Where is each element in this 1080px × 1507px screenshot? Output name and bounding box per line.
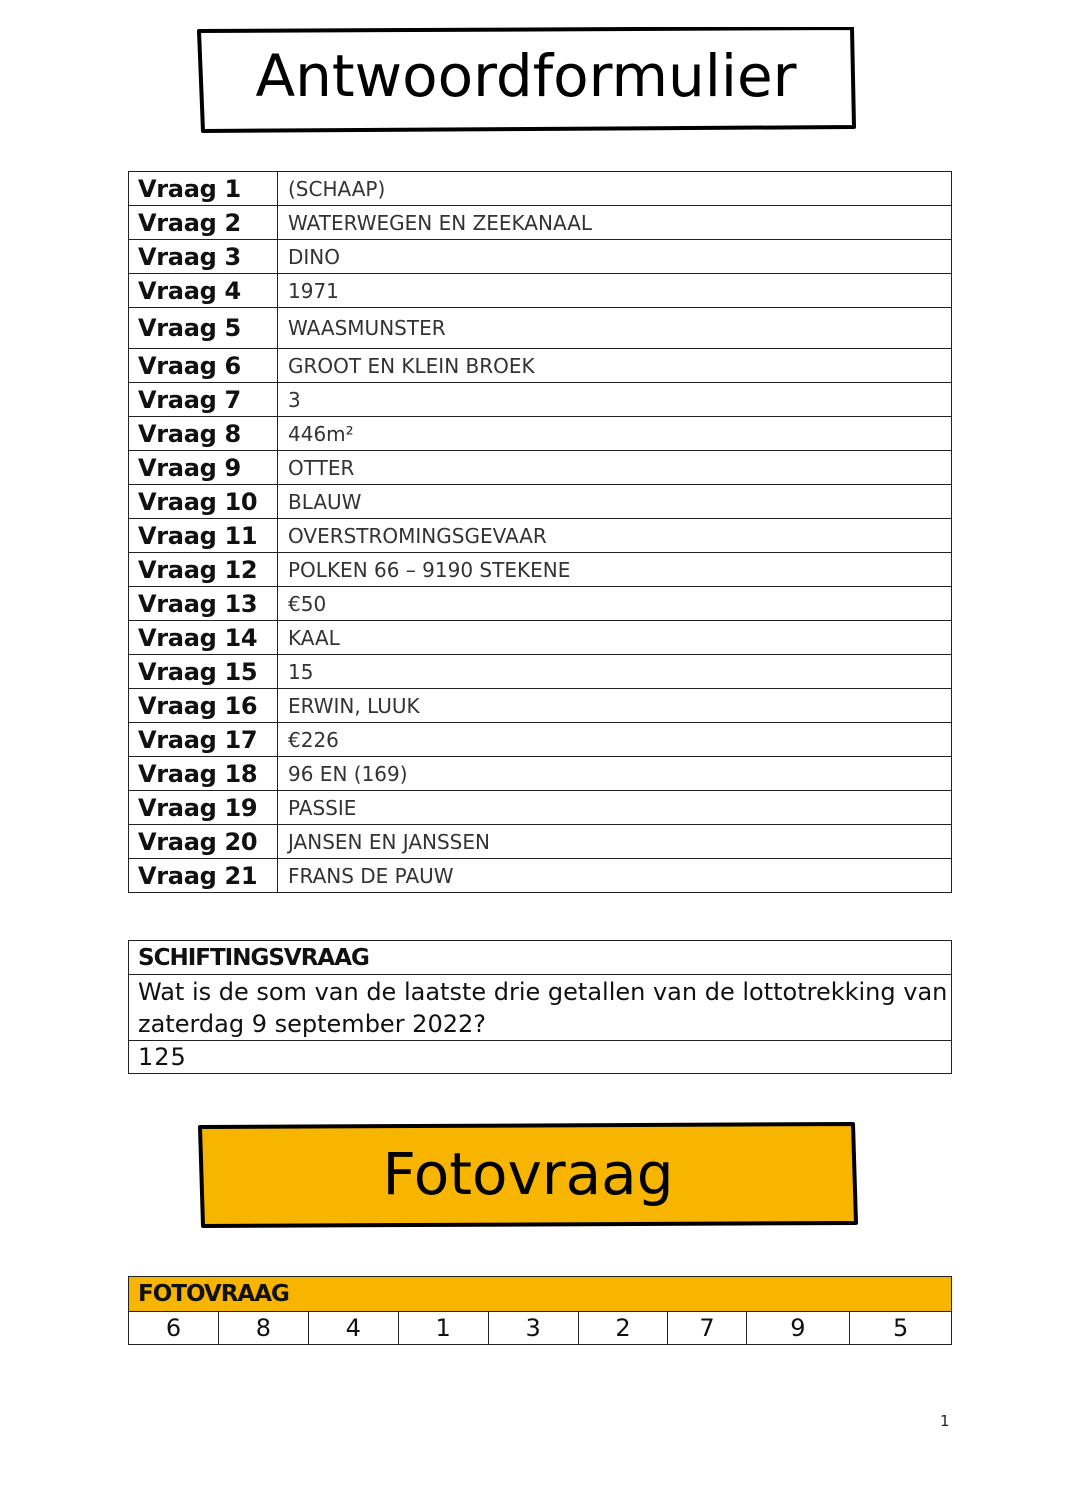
answer-row [129,519,952,553]
question-label: Vraag 12 [129,553,278,587]
photo-answer-header: FOTOVRAAG [129,1277,952,1312]
question-label: Vraag 3 [129,240,278,274]
answer-row [129,587,952,621]
photo-answer-cell: 2 [578,1312,668,1345]
answer-value: WAASMUNSTER [278,308,952,349]
answer-row [129,172,952,206]
answer-row [129,859,952,893]
answer-value: OTTER [278,451,952,485]
page-number: 1 [940,1412,950,1430]
answer-value: WATERWEGEN EN ZEEKANAAL [278,206,952,240]
question-label: Vraag 7 [129,383,278,417]
answer-value: €226 [278,723,952,757]
answer-value: 1971 [278,274,952,308]
photo-answer-cell: 9 [746,1312,850,1345]
answer-row [129,451,952,485]
tiebreaker-header: SCHIFTINGSVRAAG [129,941,952,975]
question-label: Vraag 1 [129,172,278,206]
answer-row [129,485,952,519]
question-label: Vraag 13 [129,587,278,621]
question-label: Vraag 15 [129,655,278,689]
question-label: Vraag 8 [129,417,278,451]
answer-row [129,349,952,383]
photo-answer-cell: 4 [308,1312,398,1345]
question-label: Vraag 4 [129,274,278,308]
answer-value: POLKEN 66 – 9190 STEKENE [278,553,952,587]
answer-value: FRANS DE PAUW [278,859,952,893]
answer-row [129,206,952,240]
answer-row [129,240,952,274]
answer-value: PASSIE [278,791,952,825]
question-label: Vraag 21 [129,859,278,893]
answer-row [129,723,952,757]
question-label: Vraag 9 [129,451,278,485]
title-banner [196,27,856,131]
photo-answer-cell: 6 [129,1312,219,1345]
answer-row [129,689,952,723]
answer-value: GROOT EN KLEIN BROEK [278,349,952,383]
photo-banner-title: Fotovraag [382,1140,674,1208]
answer-row [129,383,952,417]
tiebreaker-answer: 125 [129,1041,952,1074]
answer-value: KAAL [278,621,952,655]
answer-value: OVERSTROMINGSGEVAAR [278,519,952,553]
answer-value: €50 [278,587,952,621]
answer-row [129,553,952,587]
question-label: Vraag 18 [129,757,278,791]
answer-row [129,757,952,791]
answer-value: JANSEN EN JANSSEN [278,825,952,859]
answer-row [129,621,952,655]
tiebreaker-table [128,940,952,1074]
answers-table [128,171,952,893]
question-label: Vraag 6 [129,349,278,383]
tiebreaker-question: Wat is de som van de laatste drie getallen van de lottotrekking van zaterdag 9 september 2022? [129,975,952,1041]
page-title: Antwoordformulier [255,42,797,110]
photo-answer-cell: 3 [488,1312,578,1345]
question-label: Vraag 11 [129,519,278,553]
answer-value: (SCHAAP) [278,172,952,206]
photo-answer-cell: 1 [398,1312,488,1345]
answer-value: BLAUW [278,485,952,519]
answer-row [129,825,952,859]
answer-value: DINO [278,240,952,274]
question-label: Vraag 20 [129,825,278,859]
question-label: Vraag 5 [129,308,278,349]
photo-question-banner [197,1122,859,1230]
answer-row [129,417,952,451]
question-label: Vraag 10 [129,485,278,519]
answer-row [129,308,952,349]
photo-answer-cell: 5 [850,1312,952,1345]
question-label: Vraag 14 [129,621,278,655]
question-label: Vraag 19 [129,791,278,825]
answer-row [129,655,952,689]
question-label: Vraag 17 [129,723,278,757]
question-label: Vraag 16 [129,689,278,723]
answer-value: 96 EN (169) [278,757,952,791]
answer-value: 3 [278,383,952,417]
question-label: Vraag 2 [129,206,278,240]
answer-row [129,791,952,825]
photo-answer-cell: 8 [218,1312,308,1345]
photo-answer-cell: 7 [668,1312,746,1345]
photo-answer-row [129,1312,952,1345]
answer-value: ERWIN, LUUK [278,689,952,723]
photo-answer-table [128,1276,952,1345]
answer-value: 446m² [278,417,952,451]
answer-value: 15 [278,655,952,689]
answer-row [129,274,952,308]
